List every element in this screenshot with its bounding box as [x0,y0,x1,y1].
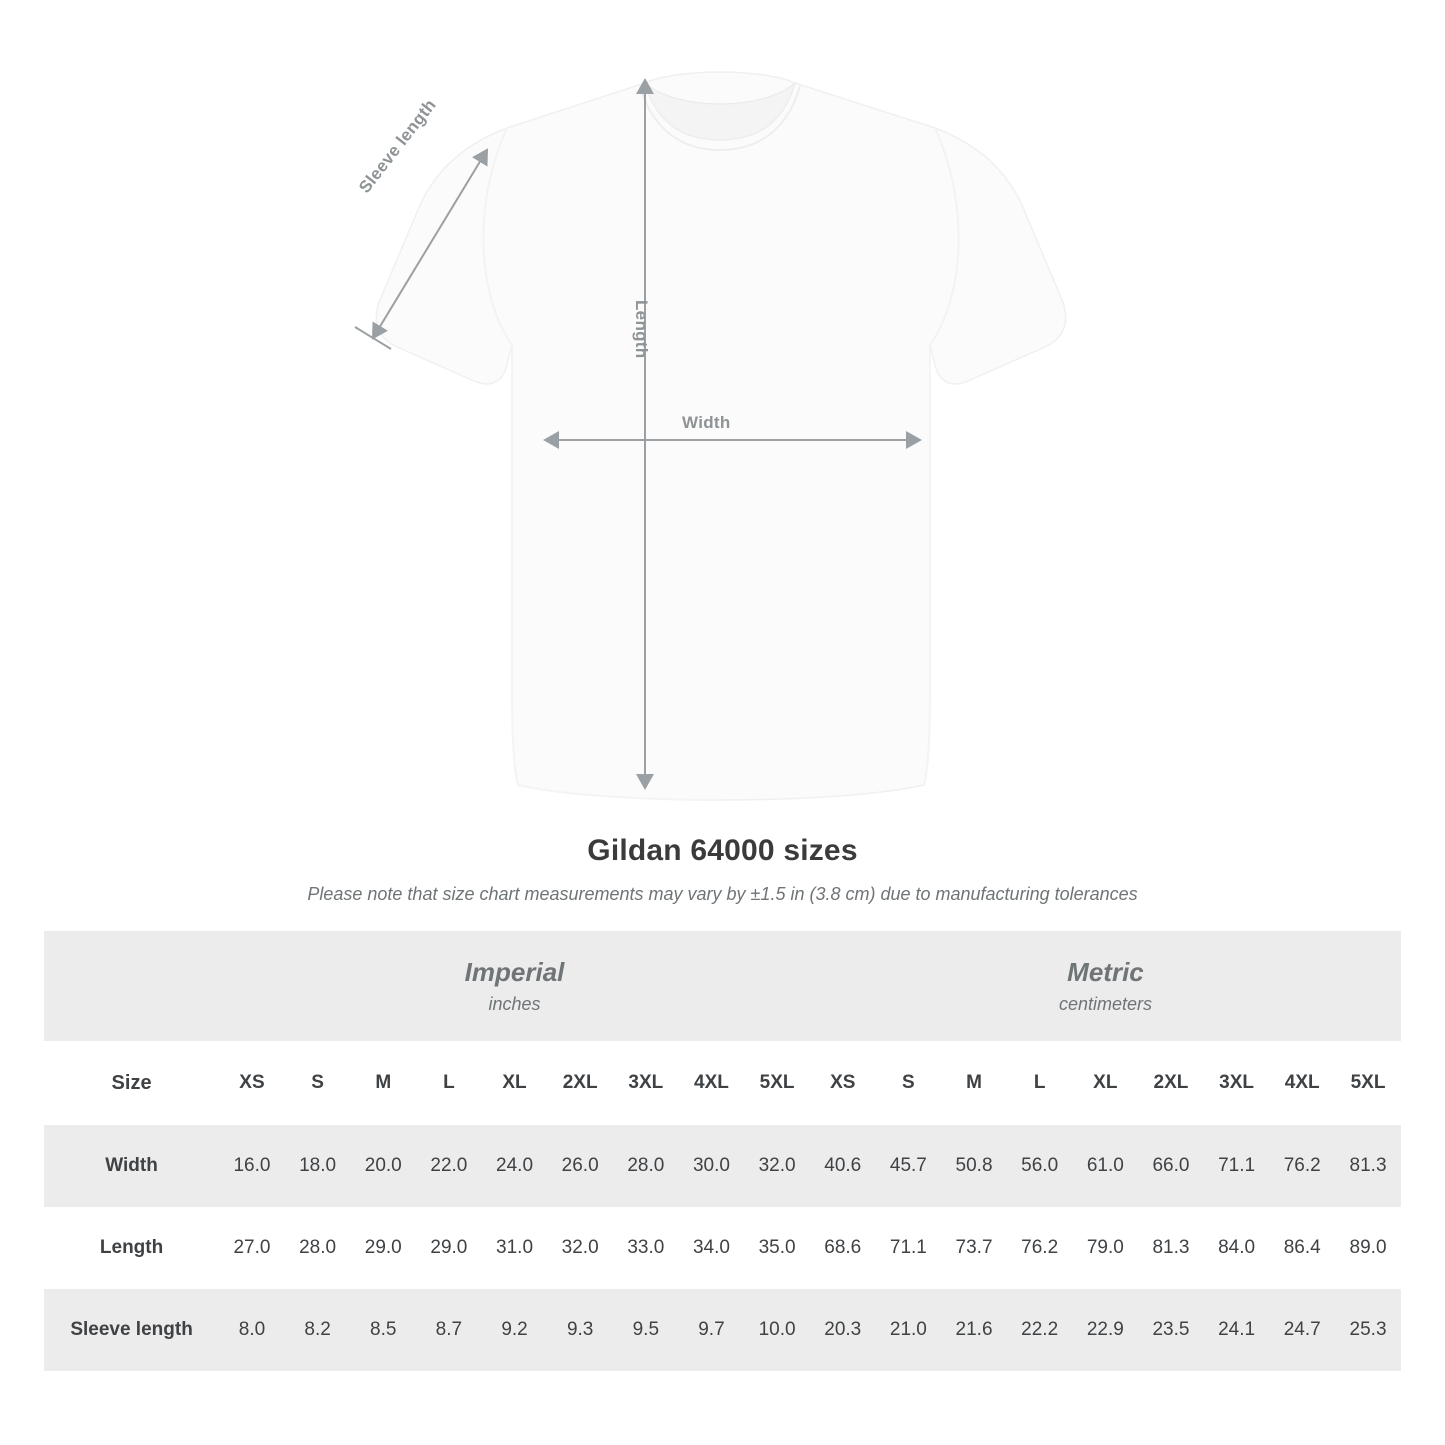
size-col-header: M [941,1041,1007,1125]
unit-header-row [44,931,1401,1041]
cell-sleeve: 8.5 [350,1289,416,1371]
cell-sleeve: 8.0 [219,1289,285,1371]
size-col-header: L [416,1041,482,1125]
cell-sleeve: 21.6 [941,1289,1007,1371]
cell-sleeve: 9.2 [482,1289,548,1371]
cell-length: 35.0 [758,1237,796,1258]
cell-sleeve: 8.7 [416,1289,482,1371]
row-header-size: Size [44,1041,219,1125]
size-col-header: 4XL [1269,1041,1335,1125]
cell-sleeve: 22.2 [1007,1289,1073,1371]
cell-width: 81.3 [1335,1125,1401,1207]
size-col-header: XL [482,1041,548,1125]
unit-header-metric [810,931,1401,1041]
cell-width: 56.0 [1007,1125,1073,1207]
cell-sleeve: 24.1 [1204,1289,1270,1371]
cell-length: 81.3 [1152,1237,1190,1258]
size-table [44,931,1401,1371]
size-col-header: 5XL [744,1041,810,1125]
size-table-wrapper [44,931,1401,1371]
cell-width: 24.0 [482,1125,548,1207]
cell-length: 34.0 [692,1237,730,1258]
size-col-header: M [350,1041,416,1125]
cell-length: 29.0 [364,1237,402,1258]
size-col-header: 4XL [679,1041,745,1125]
cell-sleeve: 20.3 [810,1289,876,1371]
cell-sleeve: 22.9 [1072,1289,1138,1371]
unit-imperial-name: Imperial [464,956,565,987]
size-col-header: 3XL [613,1041,679,1125]
cell-length: 76.2 [1021,1237,1059,1258]
cell-width: 40.6 [810,1125,876,1207]
cell-length: 73.7 [955,1237,993,1258]
size-col-header: S [285,1041,351,1125]
cell-width: 50.8 [941,1125,1007,1207]
sleeve-length-label: Sleeve length [355,95,440,197]
cell-width: 30.0 [679,1125,745,1207]
table-row [44,1125,1401,1207]
table-row [44,1207,1401,1289]
cell-sleeve: 9.7 [679,1289,745,1371]
row-label-sleeve-length: Sleeve length [44,1289,219,1371]
cell-length: 28.0 [299,1237,337,1258]
cell-sleeve: 10.0 [744,1289,810,1371]
width-label: Width [682,413,731,432]
unit-metric-sub: centimeters [1058,994,1152,1015]
size-col-header: 2XL [547,1041,613,1125]
cell-sleeve: 8.2 [285,1289,351,1371]
tolerance-note: Please note that size chart measurements may vary by ±1.5 in (3.8 cm) due to manufacturing tolerances [307,884,1138,904]
cell-sleeve: 21.0 [876,1289,942,1371]
size-col-header: 2XL [1138,1041,1204,1125]
cell-width: 32.0 [744,1125,810,1207]
cell-width: 26.0 [547,1125,613,1207]
cell-length: 29.0 [430,1237,468,1258]
cell-sleeve: 24.7 [1269,1289,1335,1371]
size-col-header: 5XL [1335,1041,1401,1125]
size-col-header: XL [1072,1041,1138,1125]
length-label: Length [632,300,651,359]
cell-sleeve: 23.5 [1138,1289,1204,1371]
cell-length: 89.0 [1349,1237,1387,1258]
cell-length: 86.4 [1283,1237,1321,1258]
cell-width: 16.0 [219,1125,285,1207]
table-row [44,1289,1401,1371]
cell-length: 68.6 [824,1237,862,1258]
cell-length: 79.0 [1086,1237,1124,1258]
cell-width: 45.7 [876,1125,942,1207]
cell-width: 61.0 [1072,1125,1138,1207]
cell-width: 76.2 [1269,1125,1335,1207]
cell-width: 22.0 [416,1125,482,1207]
title-block [0,834,1445,905]
cell-sleeve: 9.5 [613,1289,679,1371]
size-col-header: S [876,1041,942,1125]
cell-sleeve: 25.3 [1335,1289,1401,1371]
cell-sleeve: 9.3 [547,1289,613,1371]
cell-width: 71.1 [1204,1125,1270,1207]
cell-width: 66.0 [1138,1125,1204,1207]
cell-width: 28.0 [613,1125,679,1207]
cell-length: 27.0 [233,1237,271,1258]
size-header-row [44,1041,1401,1125]
cell-length: 84.0 [1218,1237,1256,1258]
unit-header-spacer [44,931,219,1041]
unit-metric-name: Metric [1067,956,1144,987]
cell-width: 18.0 [285,1125,351,1207]
cell-length: 32.0 [561,1237,599,1258]
cell-length: 31.0 [496,1237,534,1258]
row-label-width: Width [44,1125,219,1207]
unit-header-imperial [219,931,810,1041]
cell-length: 33.0 [627,1237,665,1258]
size-col-header: XS [810,1041,876,1125]
size-col-header: XS [219,1041,285,1125]
cell-length: 71.1 [889,1237,927,1258]
size-col-header: L [1007,1041,1073,1125]
size-col-header: 3XL [1204,1041,1270,1125]
page-title: Gildan 64000 sizes [587,834,858,867]
unit-imperial-sub: inches [488,994,541,1015]
cell-width: 20.0 [350,1125,416,1207]
row-label-length: Length [99,1237,164,1258]
